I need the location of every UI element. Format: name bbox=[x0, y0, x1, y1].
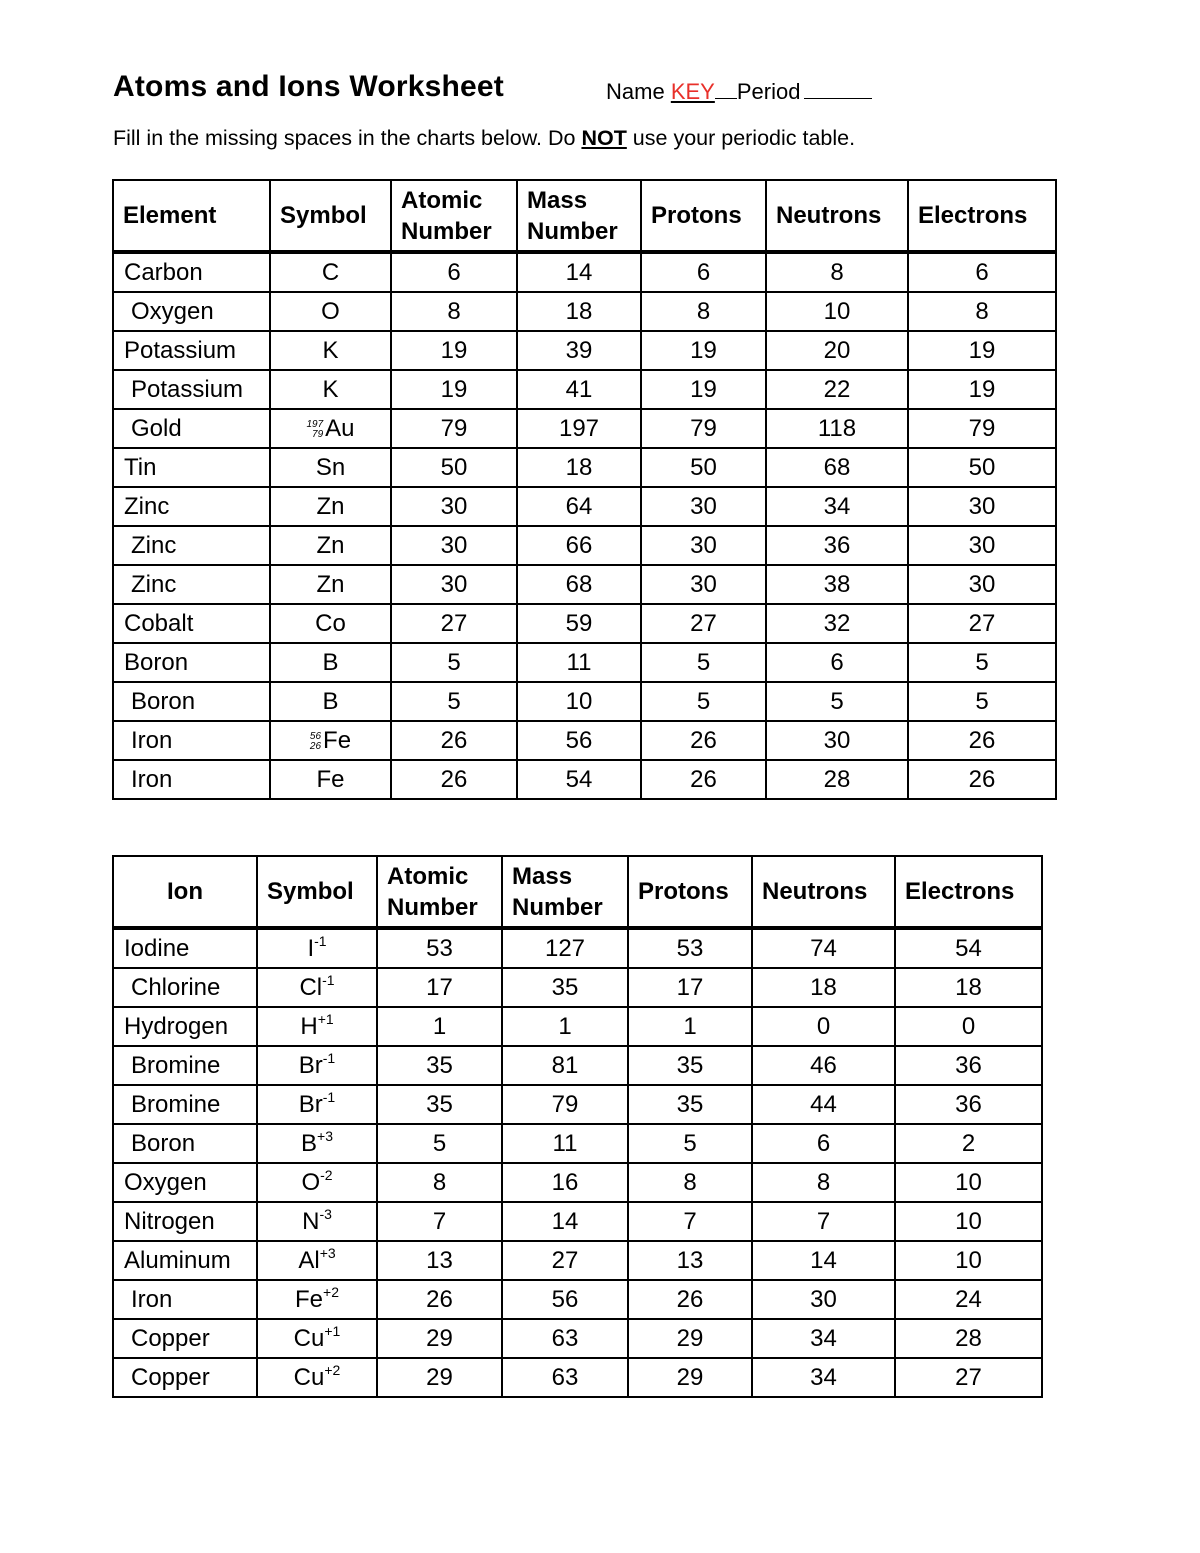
atoms-table bbox=[112, 179, 1057, 800]
symbol-cell[interactable] bbox=[257, 1163, 377, 1202]
charge-superscript: -1 bbox=[322, 972, 335, 988]
protons-cell[interactable]: 26 bbox=[641, 760, 766, 799]
protons-cell[interactable]: 13 bbox=[628, 1241, 752, 1280]
atomic-number-cell[interactable]: 79 bbox=[391, 409, 517, 448]
mass-number-cell[interactable]: 18 bbox=[517, 448, 641, 487]
protons-cell[interactable]: 35 bbox=[628, 1046, 752, 1085]
mass-number-cell[interactable]: 14 bbox=[502, 1202, 628, 1241]
atomic-number-cell[interactable]: 30 bbox=[391, 565, 517, 604]
symbol-text: Zn bbox=[316, 493, 345, 520]
ions-row bbox=[113, 1007, 1042, 1046]
electrons-cell[interactable]: 10 bbox=[895, 1202, 1042, 1241]
mass-number-cell[interactable]: 68 bbox=[517, 565, 641, 604]
protons-cell[interactable]: 5 bbox=[641, 682, 766, 721]
atomic-number-cell[interactable]: 5 bbox=[391, 643, 517, 682]
mass-number-cell[interactable]: 27 bbox=[502, 1241, 628, 1280]
name-cell[interactable]: Copper bbox=[113, 1319, 257, 1358]
ions-row bbox=[113, 1319, 1042, 1358]
name-cell[interactable]: Bromine bbox=[113, 1085, 257, 1124]
electrons-cell[interactable]: 8 bbox=[908, 292, 1056, 331]
symbol-cell[interactable] bbox=[270, 565, 391, 604]
protons-cell[interactable]: 8 bbox=[641, 292, 766, 331]
electrons-cell[interactable]: 5 bbox=[908, 682, 1056, 721]
atomic-number-cell[interactable]: 8 bbox=[377, 1163, 502, 1202]
mass-number-cell[interactable]: 63 bbox=[502, 1358, 628, 1397]
mass-number-cell[interactable]: 10 bbox=[517, 682, 641, 721]
neutrons-cell[interactable]: 36 bbox=[766, 526, 908, 565]
symbol-text: N bbox=[302, 1208, 320, 1235]
symbol-text: K bbox=[322, 376, 339, 403]
atomic-number-cell[interactable]: 53 bbox=[377, 928, 502, 968]
symbol-cell[interactable] bbox=[257, 1319, 377, 1358]
electrons-cell[interactable]: 0 bbox=[895, 1007, 1042, 1046]
neutrons-cell[interactable]: 68 bbox=[766, 448, 908, 487]
neutrons-cell[interactable]: 28 bbox=[766, 760, 908, 799]
atoms-row bbox=[113, 331, 1056, 370]
protons-cell[interactable]: 53 bbox=[628, 928, 752, 968]
protons-cell[interactable]: 19 bbox=[641, 331, 766, 370]
neutrons-cell[interactable]: 10 bbox=[766, 292, 908, 331]
name-cell[interactable]: Tin bbox=[113, 448, 270, 487]
electrons-cell[interactable]: 79 bbox=[908, 409, 1056, 448]
atoms-header-protons: Protons bbox=[641, 180, 766, 252]
protons-cell[interactable]: 8 bbox=[628, 1163, 752, 1202]
protons-cell[interactable]: 7 bbox=[628, 1202, 752, 1241]
ions-header-atomic-number: Atomic Number bbox=[377, 856, 502, 928]
electrons-cell[interactable]: 26 bbox=[908, 760, 1056, 799]
name-cell[interactable]: Oxygen bbox=[113, 1163, 257, 1202]
name-label: Name bbox=[606, 79, 665, 104]
charge-superscript: +1 bbox=[324, 1323, 341, 1339]
atoms-row bbox=[113, 721, 1056, 760]
neutrons-cell[interactable]: 8 bbox=[766, 252, 908, 292]
ions-row bbox=[113, 1202, 1042, 1241]
mass-number-cell[interactable]: 1 bbox=[502, 1007, 628, 1046]
neutrons-cell[interactable]: 30 bbox=[752, 1280, 895, 1319]
symbol-cell[interactable] bbox=[270, 526, 391, 565]
ions-header-row bbox=[113, 856, 1042, 928]
symbol-cell[interactable] bbox=[270, 721, 391, 760]
protons-cell[interactable]: 1 bbox=[628, 1007, 752, 1046]
electrons-cell[interactable]: 18 bbox=[895, 968, 1042, 1007]
atomic-number-cell[interactable]: 50 bbox=[391, 448, 517, 487]
mass-number-cell[interactable]: 16 bbox=[502, 1163, 628, 1202]
name-cell[interactable]: Carbon bbox=[113, 252, 270, 292]
atoms-body bbox=[113, 252, 1056, 799]
protons-cell[interactable]: 29 bbox=[628, 1319, 752, 1358]
atoms-header-mass-number: Mass Number bbox=[517, 180, 641, 252]
instructions-emphasis: NOT bbox=[581, 126, 627, 150]
isotope-mass: 56 bbox=[309, 730, 322, 742]
isotope-notation bbox=[310, 722, 351, 759]
protons-cell[interactable]: 19 bbox=[641, 370, 766, 409]
atomic-number-cell[interactable]: 26 bbox=[391, 721, 517, 760]
ions-row bbox=[113, 1085, 1042, 1124]
name-cell[interactable]: Iron bbox=[113, 1280, 257, 1319]
protons-cell[interactable]: 5 bbox=[628, 1124, 752, 1163]
electrons-cell[interactable]: 10 bbox=[895, 1163, 1042, 1202]
charge-superscript: +3 bbox=[317, 1128, 333, 1144]
electrons-cell[interactable]: 30 bbox=[908, 526, 1056, 565]
atoms-header-atomic-number: Atomic Number bbox=[391, 180, 517, 252]
atoms-header-electrons: Electrons bbox=[908, 180, 1056, 252]
symbol-text: H bbox=[300, 1013, 318, 1040]
isotope-atomic: 79 bbox=[312, 428, 324, 440]
charge-superscript: +1 bbox=[317, 1011, 334, 1027]
atomic-number-cell[interactable]: 17 bbox=[377, 968, 502, 1007]
symbol-cell[interactable] bbox=[257, 1046, 377, 1085]
mass-number-cell[interactable]: 56 bbox=[517, 721, 641, 760]
symbol-cell[interactable] bbox=[270, 370, 391, 409]
symbol-text: Cl bbox=[299, 974, 323, 1001]
symbol-text: Sn bbox=[315, 454, 346, 481]
name-cell[interactable]: Hydrogen bbox=[113, 1007, 257, 1046]
neutrons-cell[interactable]: 34 bbox=[766, 487, 908, 526]
protons-cell[interactable]: 30 bbox=[641, 526, 766, 565]
atomic-number-cell[interactable]: 5 bbox=[377, 1124, 502, 1163]
atomic-number-cell[interactable]: 35 bbox=[377, 1046, 502, 1085]
atomic-number-cell[interactable]: 30 bbox=[391, 487, 517, 526]
neutrons-cell[interactable]: 7 bbox=[752, 1202, 895, 1241]
atomic-number-cell[interactable]: 6 bbox=[391, 252, 517, 292]
mass-number-cell[interactable]: 11 bbox=[502, 1124, 628, 1163]
name-cell[interactable]: Oxygen bbox=[113, 292, 270, 331]
neutrons-cell[interactable]: 22 bbox=[766, 370, 908, 409]
mass-number-cell[interactable]: 66 bbox=[517, 526, 641, 565]
ions-row bbox=[113, 968, 1042, 1007]
electrons-cell[interactable]: 2 bbox=[895, 1124, 1042, 1163]
electrons-cell[interactable]: 36 bbox=[895, 1046, 1042, 1085]
mass-number-cell[interactable]: 64 bbox=[517, 487, 641, 526]
neutrons-cell[interactable]: 8 bbox=[752, 1163, 895, 1202]
symbol-text: Al bbox=[298, 1247, 320, 1274]
name-period-line bbox=[606, 78, 872, 105]
neutrons-cell[interactable]: 74 bbox=[752, 928, 895, 968]
charge-superscript: +2 bbox=[323, 1284, 339, 1300]
symbol-text: Zn bbox=[316, 571, 345, 598]
symbol-text: Cu bbox=[293, 1325, 325, 1352]
symbol-text: Fe bbox=[316, 766, 345, 793]
electrons-cell[interactable]: 19 bbox=[908, 331, 1056, 370]
symbol-cell[interactable] bbox=[270, 760, 391, 799]
atomic-number-cell[interactable]: 29 bbox=[377, 1358, 502, 1397]
neutrons-cell[interactable]: 34 bbox=[752, 1358, 895, 1397]
ions-body bbox=[113, 928, 1042, 1397]
neutrons-cell[interactable]: 34 bbox=[752, 1319, 895, 1358]
neutrons-cell[interactable]: 5 bbox=[766, 682, 908, 721]
protons-cell[interactable]: 79 bbox=[641, 409, 766, 448]
isotope-mass: 197 bbox=[306, 418, 324, 430]
atomic-number-cell[interactable]: 19 bbox=[391, 370, 517, 409]
name-cell[interactable]: Zinc bbox=[113, 565, 270, 604]
mass-number-cell[interactable]: 59 bbox=[517, 604, 641, 643]
protons-cell[interactable]: 35 bbox=[628, 1085, 752, 1124]
electrons-cell[interactable]: 24 bbox=[895, 1280, 1042, 1319]
electrons-cell[interactable]: 19 bbox=[908, 370, 1056, 409]
name-cell[interactable]: Boron bbox=[113, 643, 270, 682]
instructions bbox=[113, 126, 855, 151]
page-title: Atoms and Ions Worksheet bbox=[113, 70, 504, 103]
electrons-cell[interactable]: 30 bbox=[908, 487, 1056, 526]
atoms-row bbox=[113, 370, 1056, 409]
neutrons-cell[interactable]: 46 bbox=[752, 1046, 895, 1085]
period-label: Period bbox=[736, 79, 801, 104]
symbol-cell[interactable] bbox=[257, 1124, 377, 1163]
period-blank[interactable] bbox=[804, 78, 872, 99]
charge-superscript: -1 bbox=[322, 1050, 336, 1066]
isotope-numbers bbox=[310, 732, 321, 752]
ions-row bbox=[113, 1163, 1042, 1202]
electrons-cell[interactable]: 54 bbox=[895, 928, 1042, 968]
symbol-text: B bbox=[301, 1130, 318, 1157]
charge-superscript: +2 bbox=[324, 1362, 341, 1378]
electrons-cell[interactable]: 30 bbox=[908, 565, 1056, 604]
ions-header-neutrons: Neutrons bbox=[752, 856, 895, 928]
symbol-cell[interactable] bbox=[270, 252, 391, 292]
worksheet-header bbox=[113, 70, 1073, 115]
symbol-text: Br bbox=[298, 1052, 323, 1079]
charge-superscript: -1 bbox=[322, 1089, 336, 1105]
name-cell[interactable]: Zinc bbox=[113, 526, 270, 565]
electrons-cell[interactable]: 28 bbox=[895, 1319, 1042, 1358]
ions-row bbox=[113, 1358, 1042, 1397]
symbol-cell[interactable] bbox=[257, 968, 377, 1007]
atoms-header-neutrons: Neutrons bbox=[766, 180, 908, 252]
protons-cell[interactable]: 5 bbox=[641, 643, 766, 682]
charge-superscript: -1 bbox=[314, 933, 327, 949]
atoms-row bbox=[113, 526, 1056, 565]
name-cell[interactable]: Gold bbox=[113, 409, 270, 448]
symbol-text: Zn bbox=[316, 532, 345, 559]
atoms-row bbox=[113, 252, 1056, 292]
electrons-cell[interactable]: 26 bbox=[908, 721, 1056, 760]
neutrons-cell[interactable]: 6 bbox=[752, 1124, 895, 1163]
atoms-row bbox=[113, 643, 1056, 682]
ions-row bbox=[113, 1046, 1042, 1085]
ions-header-symbol: Symbol bbox=[257, 856, 377, 928]
mass-number-cell[interactable]: 39 bbox=[517, 331, 641, 370]
symbol-cell[interactable] bbox=[270, 292, 391, 331]
symbol-text: O bbox=[301, 1169, 321, 1196]
atoms-header-element: Element bbox=[113, 180, 270, 252]
atomic-number-cell[interactable]: 26 bbox=[391, 760, 517, 799]
charge-superscript: -2 bbox=[320, 1167, 333, 1183]
symbol-text: O bbox=[321, 298, 340, 325]
mass-number-cell[interactable]: 11 bbox=[517, 643, 641, 682]
neutrons-cell[interactable]: 6 bbox=[766, 643, 908, 682]
name-cell[interactable]: Aluminum bbox=[113, 1241, 257, 1280]
atoms-row bbox=[113, 448, 1056, 487]
name-blank bbox=[715, 78, 737, 99]
symbol-cell[interactable] bbox=[270, 643, 391, 682]
protons-cell[interactable]: 26 bbox=[628, 1280, 752, 1319]
symbol-text: B bbox=[322, 688, 339, 715]
name-cell[interactable]: Iron bbox=[113, 760, 270, 799]
charge-superscript: +3 bbox=[319, 1245, 336, 1261]
neutrons-cell[interactable]: 44 bbox=[752, 1085, 895, 1124]
atoms-row bbox=[113, 682, 1056, 721]
name-cell[interactable]: Zinc bbox=[113, 487, 270, 526]
symbol-cell[interactable] bbox=[270, 331, 391, 370]
atoms-row bbox=[113, 565, 1056, 604]
symbol-cell[interactable] bbox=[270, 682, 391, 721]
symbol-text: Au bbox=[325, 415, 355, 442]
atomic-number-cell[interactable]: 7 bbox=[377, 1202, 502, 1241]
name-cell[interactable]: Nitrogen bbox=[113, 1202, 257, 1241]
symbol-text: B bbox=[322, 649, 339, 676]
name-cell[interactable]: Boron bbox=[113, 1124, 257, 1163]
electrons-cell[interactable]: 6 bbox=[908, 252, 1056, 292]
symbol-cell[interactable] bbox=[257, 1202, 377, 1241]
mass-number-cell[interactable]: 56 bbox=[502, 1280, 628, 1319]
mass-number-cell[interactable]: 18 bbox=[517, 292, 641, 331]
ions-header-electrons: Electrons bbox=[895, 856, 1042, 928]
symbol-cell[interactable] bbox=[257, 928, 377, 968]
name-cell[interactable]: Boron bbox=[113, 682, 270, 721]
name-cell[interactable]: Cobalt bbox=[113, 604, 270, 643]
electrons-cell[interactable]: 27 bbox=[908, 604, 1056, 643]
mass-number-cell[interactable]: 63 bbox=[502, 1319, 628, 1358]
symbol-cell[interactable] bbox=[270, 604, 391, 643]
symbol-cell[interactable] bbox=[257, 1358, 377, 1397]
atomic-number-cell[interactable]: 8 bbox=[391, 292, 517, 331]
neutrons-cell[interactable]: 38 bbox=[766, 565, 908, 604]
name-cell[interactable]: Chlorine bbox=[113, 968, 257, 1007]
symbol-cell[interactable] bbox=[257, 1085, 377, 1124]
protons-cell[interactable]: 26 bbox=[641, 721, 766, 760]
electrons-cell[interactable]: 50 bbox=[908, 448, 1056, 487]
neutrons-cell[interactable]: 32 bbox=[766, 604, 908, 643]
ions-row bbox=[113, 1241, 1042, 1280]
symbol-cell[interactable] bbox=[257, 1280, 377, 1319]
electrons-cell[interactable]: 36 bbox=[895, 1085, 1042, 1124]
symbol-cell[interactable] bbox=[270, 448, 391, 487]
atomic-number-cell[interactable]: 13 bbox=[377, 1241, 502, 1280]
atomic-number-cell[interactable]: 5 bbox=[391, 682, 517, 721]
mass-number-cell[interactable]: 41 bbox=[517, 370, 641, 409]
atomic-number-cell[interactable]: 30 bbox=[391, 526, 517, 565]
symbol-text: Co bbox=[315, 610, 346, 637]
atomic-number-cell[interactable]: 35 bbox=[377, 1085, 502, 1124]
name-cell[interactable]: Potassium bbox=[113, 370, 270, 409]
ions-row bbox=[113, 928, 1042, 968]
symbol-text: Br bbox=[298, 1091, 323, 1118]
protons-cell[interactable]: 30 bbox=[641, 565, 766, 604]
atoms-row bbox=[113, 409, 1056, 448]
name-cell[interactable]: Copper bbox=[113, 1358, 257, 1397]
neutrons-cell[interactable]: 30 bbox=[766, 721, 908, 760]
atoms-row bbox=[113, 760, 1056, 799]
neutrons-cell[interactable]: 118 bbox=[766, 409, 908, 448]
atoms-row bbox=[113, 292, 1056, 331]
electrons-cell[interactable]: 10 bbox=[895, 1241, 1042, 1280]
ions-header-mass-number: Mass Number bbox=[502, 856, 628, 928]
symbol-cell[interactable] bbox=[257, 1007, 377, 1046]
atoms-header-row bbox=[113, 180, 1056, 252]
mass-number-cell[interactable]: 35 bbox=[502, 968, 628, 1007]
symbol-cell[interactable] bbox=[270, 487, 391, 526]
symbol-text: I bbox=[307, 935, 315, 962]
mass-number-cell[interactable]: 197 bbox=[517, 409, 641, 448]
name-cell[interactable]: Iron bbox=[113, 721, 270, 760]
ions-row bbox=[113, 1124, 1042, 1163]
isotope-notation bbox=[306, 410, 354, 447]
protons-cell[interactable]: 30 bbox=[641, 487, 766, 526]
atomic-number-cell[interactable]: 1 bbox=[377, 1007, 502, 1046]
symbol-text: Cu bbox=[293, 1364, 325, 1391]
protons-cell[interactable]: 29 bbox=[628, 1358, 752, 1397]
electrons-cell[interactable]: 27 bbox=[895, 1358, 1042, 1397]
neutrons-cell[interactable]: 18 bbox=[752, 968, 895, 1007]
protons-cell[interactable]: 17 bbox=[628, 968, 752, 1007]
atomic-number-cell[interactable]: 27 bbox=[391, 604, 517, 643]
instructions-before: Fill in the missing spaces in the charts below. Do bbox=[113, 126, 582, 150]
atomic-number-cell[interactable]: 19 bbox=[391, 331, 517, 370]
mass-number-cell[interactable]: 81 bbox=[502, 1046, 628, 1085]
mass-number-cell[interactable]: 127 bbox=[502, 928, 628, 968]
protons-cell[interactable]: 50 bbox=[641, 448, 766, 487]
isotope-numbers bbox=[306, 420, 323, 440]
name-cell[interactable]: Bromine bbox=[113, 1046, 257, 1085]
neutrons-cell[interactable]: 20 bbox=[766, 331, 908, 370]
charge-superscript: -3 bbox=[319, 1206, 332, 1222]
ions-header-protons: Protons bbox=[628, 856, 752, 928]
name-cell[interactable]: Iodine bbox=[113, 928, 257, 968]
mass-number-cell[interactable]: 14 bbox=[517, 252, 641, 292]
symbol-text: Fe bbox=[295, 1286, 324, 1313]
isotope-atomic: 26 bbox=[309, 740, 322, 752]
neutrons-cell[interactable]: 0 bbox=[752, 1007, 895, 1046]
symbol-text: K bbox=[322, 337, 339, 364]
atoms-row bbox=[113, 604, 1056, 643]
electrons-cell[interactable]: 5 bbox=[908, 643, 1056, 682]
symbol-text: Fe bbox=[323, 727, 352, 754]
name-value[interactable]: KEY bbox=[670, 79, 715, 104]
ions-header-element: Ion bbox=[113, 856, 257, 928]
atomic-number-cell[interactable]: 29 bbox=[377, 1319, 502, 1358]
symbol-cell[interactable] bbox=[270, 409, 391, 448]
protons-cell[interactable]: 6 bbox=[641, 252, 766, 292]
protons-cell[interactable]: 27 bbox=[641, 604, 766, 643]
ions-row bbox=[113, 1280, 1042, 1319]
atomic-number-cell[interactable]: 26 bbox=[377, 1280, 502, 1319]
atoms-header-symbol: Symbol bbox=[270, 180, 391, 252]
atoms-row bbox=[113, 487, 1056, 526]
mass-number-cell[interactable]: 79 bbox=[502, 1085, 628, 1124]
symbol-text: C bbox=[321, 259, 340, 286]
name-cell[interactable]: Potassium bbox=[113, 331, 270, 370]
instructions-after: use your periodic table. bbox=[626, 126, 856, 150]
symbol-cell[interactable] bbox=[257, 1241, 377, 1280]
ions-table bbox=[112, 855, 1043, 1398]
neutrons-cell[interactable]: 14 bbox=[752, 1241, 895, 1280]
mass-number-cell[interactable]: 54 bbox=[517, 760, 641, 799]
